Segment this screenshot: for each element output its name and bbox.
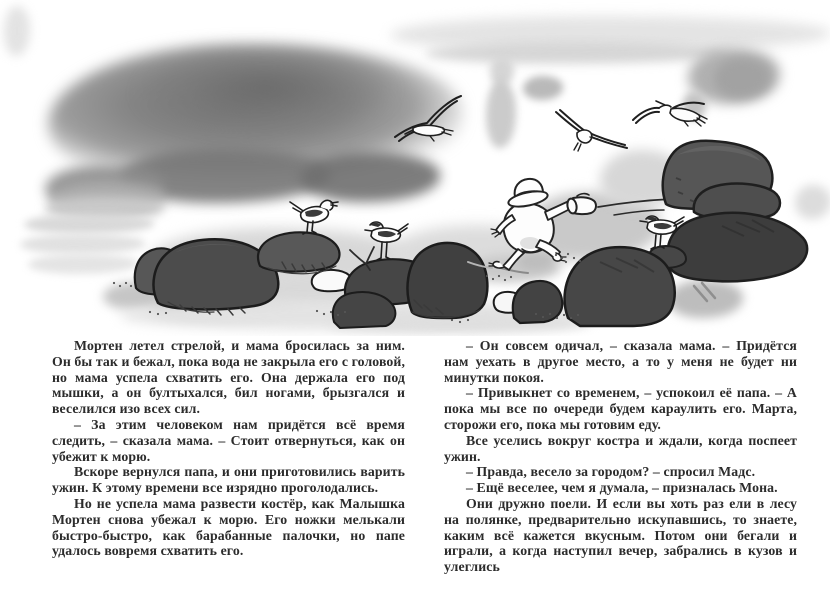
paragraph: – Привыкнет со временем, – успокоил её папа. – А пока мы все по очереди будем караулить его. Марта, сторожи его, пока мы готовим еду. [444, 385, 797, 432]
boulder [408, 243, 488, 318]
paragraph: – Ещё веселее, чем я думала, – призналась Мона. [466, 480, 778, 496]
paragraph: Они дружно поели. И если вы хоть раз ели в лесу на полянке, предварительно искупавшись, то знаете, каким всё кажется вкусным. Потом они бегали и играли, а когда наступил вечер, забрались в кузов и улеглись [444, 495, 797, 575]
paragraph: Все уселись вокруг костра и ждали, когда поспеет ужин. [444, 432, 797, 464]
running-child [489, 179, 596, 270]
paragraph: Вскоре вернулся папа, и они приготовились варить ужин. К этому времени все изрядно проголодались. [52, 464, 405, 496]
gull-icon [556, 110, 627, 151]
boulder [258, 232, 339, 271]
paragraph: Но не успела мама развести костёр, как Малышка Мортен снова убежал к морю. Его ножки мелькали быстро-быстро, как барабанные палочки, но папе удалось вовремя схватить его. [52, 495, 405, 559]
foreground-boulders [135, 232, 675, 328]
gull-icon [395, 96, 461, 141]
mug-icon [566, 194, 596, 215]
child-foot-left [493, 262, 504, 268]
paragraph: Мортен летел стрелой, и мама бросилась за ним. Он бы так и бежал, пока вода не закрыла его с головой, но мама успела схватить его. Она держала его под мышки, а он бултыхался, бил ногами, брызгался и веселился изо всех сил. [52, 338, 405, 417]
paragraph: – За этим человеком нам придётся всё время следить, – сказала мама. – Стоит отвернуться, как он убежит к морю. [52, 416, 405, 464]
perched-bird-icon [290, 200, 338, 234]
paragraph: – Он совсем одичал, – сказала мама. – Придётся нам уехать в другое место, а то у меня не будет ни минутки покоя. [444, 338, 797, 385]
paragraph: – Правда, весело за городом? – спросил Мадс. [466, 464, 756, 480]
text-column-right [444, 338, 797, 575]
child-leg-left [503, 249, 524, 270]
boulder [333, 292, 396, 328]
boulder [513, 281, 563, 323]
text-column-left [52, 338, 405, 575]
mug-handle [577, 194, 589, 196]
child-toes-left [489, 263, 493, 266]
gull-icon [633, 101, 707, 126]
flying-gulls [395, 96, 707, 151]
perched-bird-icon [365, 222, 408, 260]
sun-hat-brim [507, 188, 549, 209]
story-text [52, 338, 797, 575]
ledge-lines [598, 199, 672, 215]
